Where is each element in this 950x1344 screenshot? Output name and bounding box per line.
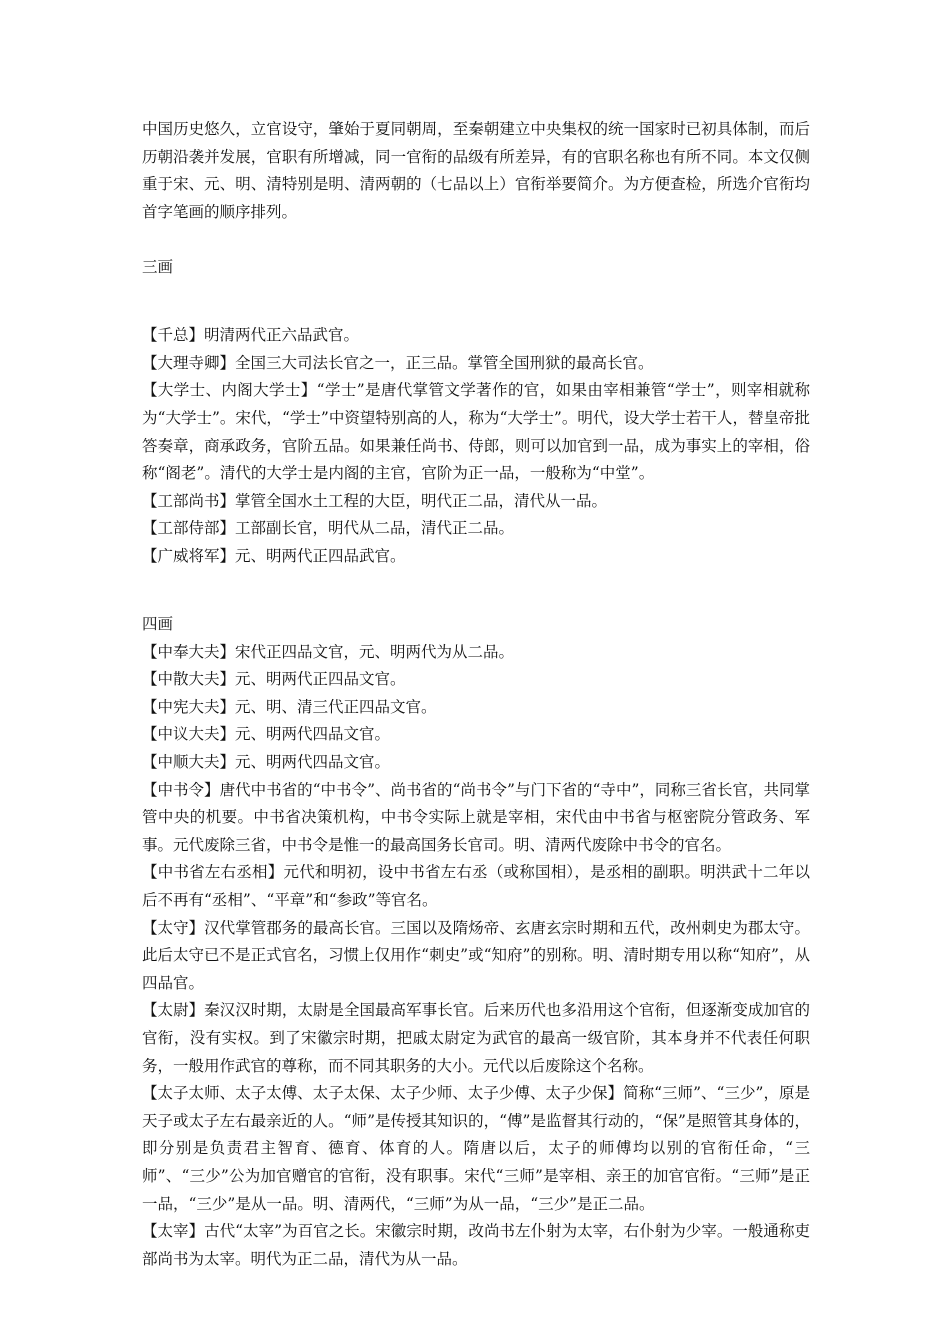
entry-term: 【中议大夫】 bbox=[142, 725, 236, 744]
entry-text: 古代“太宰”为百官之长。宋徽宗时期，改尚书左仆射为太宰，右仆射为少宰。一般通称吏部尚书为太宰。明代为正二品，清代为从一品。 bbox=[142, 1222, 810, 1268]
entry-taizai bbox=[142, 1218, 810, 1273]
entry-term: 【中顺大夫】 bbox=[142, 753, 236, 772]
spacer bbox=[142, 226, 810, 254]
entry-text: 宋代正四品文官，元、明两代为从二品。 bbox=[235, 642, 515, 661]
entry-text: 元、明两代正四品文官。 bbox=[235, 670, 406, 689]
entry-taizi-sanshi-sanshao bbox=[142, 1080, 810, 1218]
entry-qianzong bbox=[142, 322, 810, 350]
entry-zhongyi-dafu bbox=[142, 721, 810, 749]
section-heading-4-strokes: 四画 bbox=[142, 615, 174, 634]
entry-term: 【太守】 bbox=[142, 918, 205, 937]
entry-zhongsan-dafu bbox=[142, 666, 810, 694]
entry-text: 明清两代正六品武官。 bbox=[204, 326, 360, 345]
entry-term: 【千总】 bbox=[142, 326, 205, 345]
entry-term: 【太宰】 bbox=[142, 1222, 205, 1241]
entry-text: 元、明两代正四品武官。 bbox=[235, 546, 406, 565]
entry-zhongxian-dafu bbox=[142, 694, 810, 722]
entry-term: 【太尉】 bbox=[142, 1001, 205, 1020]
entry-text: “学士”是唐代掌管文学著作的官，如果由宰相兼管“学士”，则宰相就称为“大学士”。宋代，“学士”中资望特别高的人，称为“大学士”。明代，设大学士若干人，替皇帝批答奏章，商承政务，官阶五品。如果兼任尚书、侍郎，则可以加官到一品，成为事实上的宰相，俗称“阁老”。清代的大学士是内阁的主官，官阶为正一品，一般称为“中堂”。 bbox=[142, 381, 810, 483]
entry-gongbu-shangshu bbox=[142, 488, 810, 516]
entry-daxueshi bbox=[142, 377, 810, 487]
spacer bbox=[142, 282, 810, 310]
entry-term: 【中散大夫】 bbox=[142, 670, 236, 689]
spacer bbox=[142, 571, 810, 599]
entry-text: 掌管全国水土工程的大臣，明代正二品，清代从一品。 bbox=[235, 491, 608, 510]
entry-term: 【中奉大夫】 bbox=[142, 642, 236, 661]
entry-term: 【太子太师、太子太傅、太子太保、太子少师、太子少傅、太子少保】 bbox=[142, 1084, 624, 1103]
entry-term: 【中宪大夫】 bbox=[142, 697, 236, 716]
spacer bbox=[142, 309, 810, 322]
entry-term: 【工部尚书】 bbox=[142, 491, 236, 510]
entry-dalisiqing bbox=[142, 350, 810, 378]
entry-gongbu-shibu bbox=[142, 515, 810, 543]
entry-term: 【中书令】 bbox=[142, 780, 220, 799]
entry-text: 汉代掌管郡务的最高长官。三国以及隋炀帝、玄唐玄宗时期和五代，改州刺史为郡太守。此后太守已不是正式官名，习惯上仅用作“刺史”或“知府”的别称。明、清时期专用以称“知府”，从四品官。 bbox=[142, 918, 810, 992]
entry-text: 简称“三师”、“三少”，原是天子或太子左右最亲近的人。“师”是传授其知识的，“傅”是监督其行动的，“保”是照管其身体的，即分别是负责君主智育、德育、体育的人。隋唐以后，太子的师傅均以别的官衔任命，“三师”、“三少”公为加官赠官的官衔，没有职事。宋代“三师”是宰相、亲王的加官官衔。“三师”是正一品，“三少”是从一品。明、清两代，“三师”为从一品，“三少”是正二品。 bbox=[142, 1084, 810, 1213]
entry-text: 工部副长官，明代从二品，清代正二品。 bbox=[235, 519, 515, 538]
entry-term: 【大理寺卿】 bbox=[142, 353, 236, 372]
intro-paragraph: 中国历史悠久，立官设守，肇始于夏同朝周，至秦朝建立中央集权的统一国家时已初具体制，而后历朝沿袭并发展，官职有所增减，同一官衔的品级有所差异，有的官职名称也有所不同。本文仅侧重于宋、元、明、清特别是明、清两朝的（七品以上）官衔举要简介。为方便查检，所选介官衔均首字笔画的顺序排列。 bbox=[142, 120, 810, 221]
entry-zhongshusheng-chengxiang bbox=[142, 859, 810, 914]
entry-guangwei-jiangjun bbox=[142, 543, 810, 571]
entry-text: 元、明、清三代正四品文官。 bbox=[235, 697, 437, 716]
entry-term: 【广威将军】 bbox=[142, 546, 236, 565]
entry-zhongshun-dafu bbox=[142, 749, 810, 777]
entry-zhongshuling bbox=[142, 777, 810, 860]
entry-term: 【中书省左右丞相】 bbox=[142, 863, 284, 882]
entry-text: 元、明两代四品文官。 bbox=[235, 725, 391, 744]
entry-text: 全国三大司法长官之一，正三品。掌管全国刑狱的最高长官。 bbox=[235, 353, 654, 372]
entry-term: 【大学士、内阁大学士】 bbox=[142, 381, 317, 400]
entry-term: 【工部侍部】 bbox=[142, 519, 236, 538]
entry-text: 元、明两代四品文官。 bbox=[235, 753, 391, 772]
entry-taiwei bbox=[142, 997, 810, 1080]
entry-text: 秦汉汉时期，太尉是全国最高军事长官。后来历代也多沿用这个官衔，但逐渐变成加官的官衔，没有实权。到了宋徽宗时期，把戚太尉定为武官的最高一级官阶，其本身并不代表任何职务，一般用作武官的尊称，而不同其职务的大小。元代以后废除这个名称。 bbox=[142, 1001, 810, 1075]
entry-text: 元代和明初，设中书省左右丞（或称国相），是丞相的副职。明洪武十二年以后不再有“丞相”、“平章”和“参政”等官名。 bbox=[142, 863, 810, 910]
section-heading-3-strokes: 三画 bbox=[142, 257, 174, 276]
entry-zhongfeng-dafu bbox=[142, 639, 810, 667]
spacer bbox=[142, 598, 810, 611]
entry-text: 唐代中书省的“中书令”、尚书省的“尚书令”与门下省的“寺中”，同称三省长官，共同掌管中央的机要。中书省决策机构，中书令实际上就是宰相，宋代由中书省与枢密院分管政务、军事。元代废除三省，中书令是惟一的最高国务长官司。明、清两代废除中书令的官名。 bbox=[142, 780, 810, 854]
document-page bbox=[142, 116, 810, 1273]
entry-taishou bbox=[142, 915, 810, 998]
